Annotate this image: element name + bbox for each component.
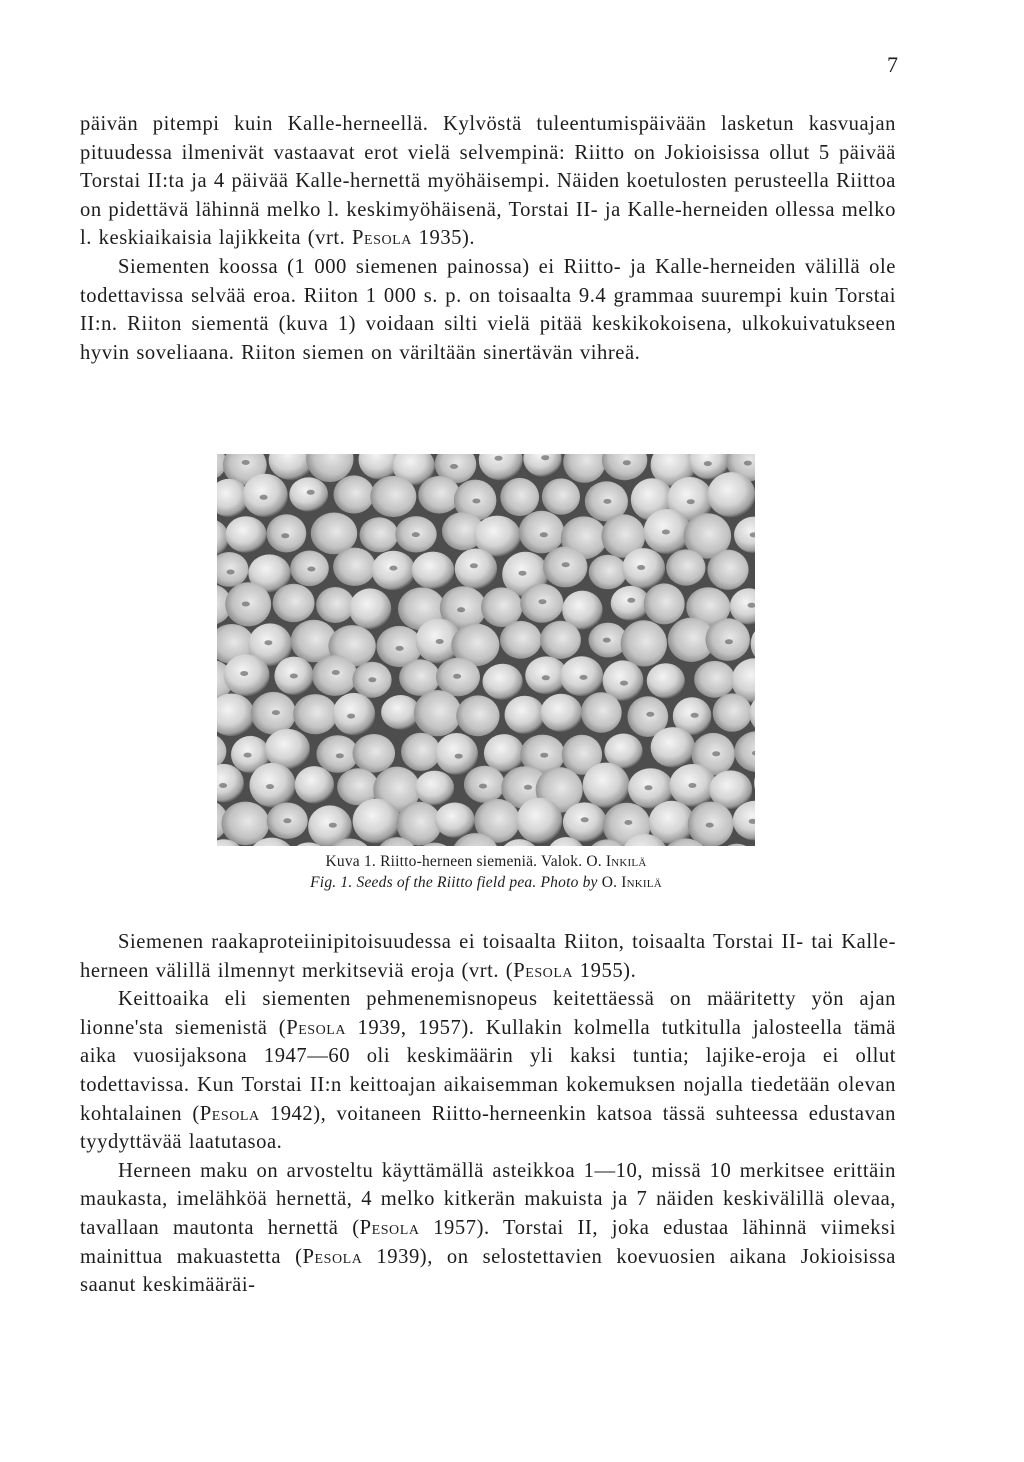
caption-text: Seeds of the Riitto field pea. Photo by (356, 874, 598, 891)
pea-seed (540, 694, 582, 732)
pea-hilum (260, 495, 268, 500)
pea-hilum (580, 675, 588, 680)
pea-seed (273, 584, 315, 622)
pea-hilum (519, 571, 527, 576)
pea-seed (316, 587, 354, 623)
pea-seed (484, 734, 524, 772)
pea-hilum (336, 753, 344, 758)
pea-seed (333, 548, 376, 586)
pea-hilum (307, 490, 315, 495)
caption-text: Riitto-herneen siemeniä. Valok. O. (380, 853, 602, 870)
pea-hilum (620, 681, 628, 686)
pea-hilum (623, 460, 631, 465)
citation-author: Pesola (352, 227, 412, 250)
pea-seed (651, 727, 696, 767)
pea-seed (295, 766, 334, 803)
pea-seed (505, 696, 545, 734)
pea-hilum (396, 646, 404, 651)
pea-seed (483, 664, 523, 700)
pea-hilum (624, 820, 632, 825)
pea-seed (312, 655, 357, 696)
pea-hilum (457, 607, 465, 612)
pea-hilum (687, 499, 695, 504)
pea-hilum (329, 823, 337, 828)
pea-seed (353, 734, 396, 773)
pea-seed (540, 621, 581, 659)
pea-seed (414, 690, 462, 736)
pea-hilum (332, 670, 340, 675)
pea-hilum (227, 570, 235, 575)
pea-seed (589, 555, 627, 590)
pea-hilum (495, 456, 503, 461)
pea-seed (481, 587, 522, 627)
pea-seed (401, 733, 440, 771)
text-block-top (80, 110, 896, 367)
seed-photo (217, 454, 755, 846)
caption-label: Kuva 1. (325, 853, 376, 870)
pea-hilum (627, 598, 635, 603)
pea-hilum (637, 565, 645, 570)
pea-seed (370, 476, 416, 517)
pea-seed (519, 511, 564, 554)
pea-hilum (645, 785, 653, 790)
pea-seed (415, 771, 454, 806)
pea-hilum (455, 754, 463, 759)
pea-seed (621, 620, 667, 666)
text-block-bottom (80, 928, 896, 1300)
paragraph-text: Herneen maku on arvosteltu käyttämällä asteikkoa 1—10, missä 10 merkitsee erittäin maukasta, imelähköä hernettä, 4 melko kitkerän makuista ja 7 näiden keskivälillä olevaa, tavallaan mautonta hernettä ( (80, 1159, 896, 1239)
pea-hilum (412, 532, 420, 537)
caption-author-initial: O. (601, 874, 618, 891)
citation-author: Pesola (286, 1016, 347, 1039)
pea-seed (333, 693, 376, 735)
pea-hilum (712, 751, 720, 756)
paragraph-continuation (80, 110, 896, 253)
pea-hilum (290, 674, 298, 679)
pea-hilum (470, 563, 478, 568)
pea-seed (349, 588, 391, 629)
pea-seed (399, 659, 440, 696)
paragraph-text: 1942), voitaneen Riitto-herneenkin katsoa tässä suhteessa edustavan tyydyttävää laatutasoa. (80, 1102, 896, 1154)
figure-caption-english (217, 874, 755, 892)
paragraph-text: 1939), on selostettavien koevuosien aikana Jokioisissa saanut keskimääräi- (80, 1245, 896, 1297)
paragraph-seed-size: Siementen koossa (1 000 siemenen painossa) ei Riitto- ja Kalle-herneiden välillä ole todettavissa selvää eroa. Riiton 1 000 s. p. on toisaalta 9.4 grammaa suurempi kuin Torstai II:n. Riiton siementä (kuva 1) voidaan silti vielä pitää keskikokoisena, ulkokuivatukseen hyvin soveliaana. Riiton siemen on väriltään sinertävän vihreä. (80, 255, 896, 364)
pea-hilum (368, 677, 376, 682)
pea-hilum (307, 567, 315, 572)
pea-seed (267, 514, 307, 552)
pea-seed (435, 733, 478, 775)
pea-seed (583, 763, 630, 808)
caption-author: Inkilä (621, 874, 662, 891)
pea-hilum (244, 753, 252, 758)
pea-seed (435, 803, 475, 838)
citation-author: Pesola (513, 959, 574, 982)
pea-seeds-image (217, 454, 755, 846)
pea-hilum (472, 499, 480, 504)
pea-seed (418, 476, 460, 514)
pea-seed (542, 478, 580, 514)
pea-hilum (242, 460, 250, 465)
pea-seed (516, 798, 562, 844)
citation-author: Pesola (359, 1216, 420, 1239)
pea-hilum (479, 784, 487, 789)
paragraph-protein (80, 928, 896, 985)
pea-hilum (662, 530, 670, 535)
pea-seed (293, 694, 337, 734)
paragraph-text: Keittoaika eli siementen pehmenemisnopeus keitettäessä on määritetty yön ajan lionne'sta siemenistä ( (80, 988, 896, 1039)
paragraph-taste (80, 1157, 896, 1300)
pea-seed (455, 549, 497, 590)
pea-hilum (450, 464, 458, 469)
pea-seed (456, 695, 499, 736)
pea-hilum (240, 671, 248, 676)
pea-hilum (281, 533, 289, 538)
paragraph-text: päivän pitempi kuin Kalle-herneellä. Kylvöstä tuleentumispäivään lasketun kasvuajan pituudessa ilmenivät vastaavat erot vielä selvempinä: Riitto on Jokioisissa ollut 5 päivää Torstai II:ta ja 4 päivää Kalle-hernettä myöhäisempi. Näiden koetulosten perusteella Riittoa on pidettävä lähinnä melko l. keskimyöhäisenä, Torstai II- ja Kalle-herneiden ollessa melko l. keskiaikaisia lajikkeita (vrt. (80, 113, 896, 250)
pea-hilum (264, 640, 272, 645)
pea-seed (500, 621, 542, 659)
pea-seed (222, 802, 270, 846)
pea-seed (225, 516, 266, 552)
pea-hilum (725, 639, 733, 644)
pea-hilum (603, 499, 611, 504)
pea-hilum (744, 461, 752, 466)
pea-hilum (266, 784, 274, 789)
pea-hilum (436, 639, 444, 644)
pea-seed (412, 552, 455, 589)
pea-seed (647, 663, 685, 698)
pea-seed (581, 692, 622, 733)
paragraph-cooking-time (80, 985, 896, 1157)
pea-hilum (347, 714, 355, 719)
pea-seed (353, 799, 401, 844)
pea-hilum (242, 602, 250, 607)
pea-seed (708, 472, 756, 517)
pea-hilum (603, 638, 611, 643)
figure-caption-finnish (217, 853, 755, 871)
pea-hilum (691, 713, 699, 718)
pea-hilum (541, 455, 549, 460)
pea-seed (666, 549, 705, 585)
pea-seed (694, 661, 735, 698)
pea-hilum (581, 817, 589, 822)
pea-hilum (706, 823, 714, 828)
pea-hilum (542, 675, 550, 680)
pea-hilum (646, 712, 654, 717)
pea-hilum (389, 566, 397, 571)
pea-seed (707, 550, 748, 590)
citation-author: Pesola (302, 1245, 363, 1268)
caption-label: Fig. 1. (310, 874, 353, 891)
pea-seed (360, 517, 399, 552)
pea-hilum (539, 599, 547, 604)
pea-hilum (540, 532, 548, 537)
pea-hilum (453, 674, 461, 679)
pea-hilum (688, 783, 696, 788)
pea-seed (334, 475, 375, 513)
pea-seed (644, 583, 685, 624)
citation-year: 1935). (411, 227, 476, 250)
citation-author: Pesola (199, 1102, 260, 1125)
pea-hilum (562, 562, 570, 567)
paragraph-text: Siemenen raakaproteiinipitoisuudessa ei toisaalta Riiton, toisaalta Torstai II- tai Kalle-herneen välillä ilmennyt merkitseviä eroja (vrt. ( (80, 931, 896, 982)
pea-hilum (219, 783, 227, 788)
page-number: 7 (887, 52, 898, 77)
pea-seed (713, 693, 752, 731)
caption-author: Inkilä (605, 853, 647, 870)
pea-hilum (704, 461, 712, 466)
pea-hilum (283, 818, 291, 823)
citation-year: 1955). (573, 959, 637, 982)
pea-hilum (272, 710, 280, 715)
pea-seed (500, 478, 539, 516)
pea-hilum (540, 753, 548, 758)
paragraph-text: 1939, 1957). Kullakin kolmella tutkitulla jalosteella tämä aika vuosijaksona 1947—60 oli keskimäärin yli kaksi tuntia; lajike-eroja ei ollut todettavissa. Kun Torstai II:n keittoajan aikaisemman kokemuksen nojalla tiedetään olevan kohtalainen ( (80, 1016, 896, 1125)
pea-hilum (524, 785, 532, 790)
paragraph-text: 1957). Torstai II, joka edustaa lähinnä viimeksi mainittua makuastetta ( (80, 1216, 896, 1268)
